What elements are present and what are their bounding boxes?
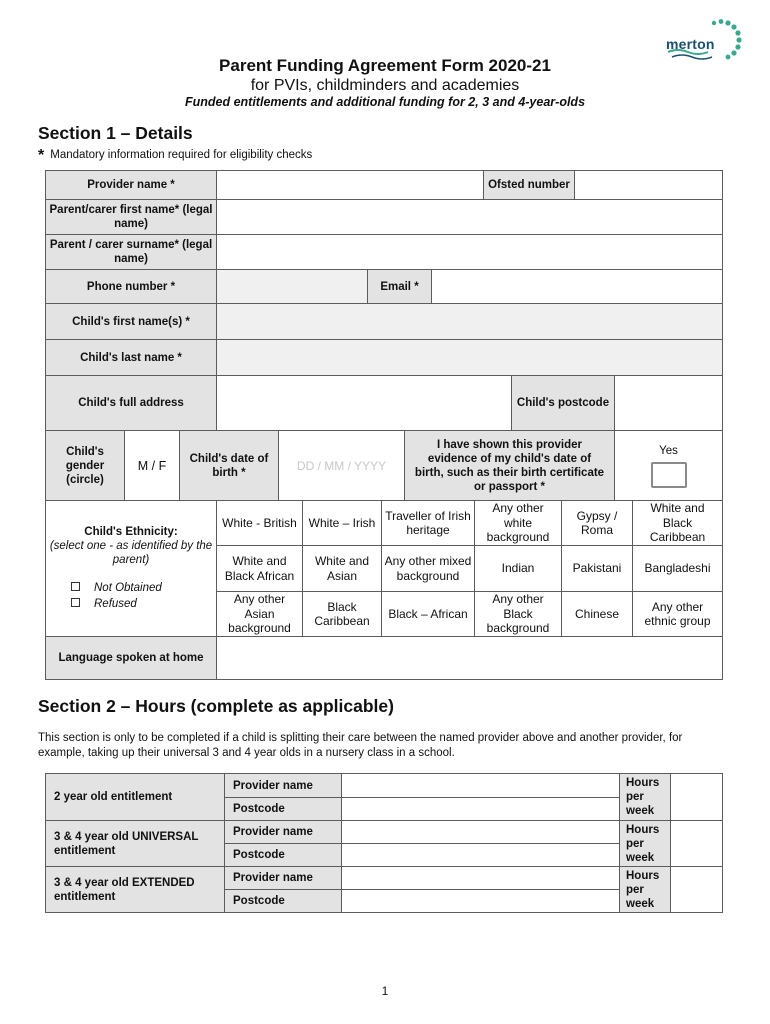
provider-name-input[interactable] (216, 170, 484, 200)
ethnicity-option[interactable]: Pakistani (561, 545, 633, 592)
ethnicity-option[interactable]: Any other ethnic group (632, 591, 723, 637)
ethnicity-option[interactable]: Traveller of Irish heritage (381, 500, 475, 546)
hours-per-week-label: Hours per week (619, 866, 671, 913)
ethnicity-hint: (select one - as identified by the parent) (49, 540, 213, 566)
ethnicity-title: Child's Ethnicity: (84, 526, 178, 538)
ethnicity-option[interactable]: White - British (216, 500, 303, 546)
parent-surname-label: Parent / carer surname* (legal name) (45, 234, 217, 270)
child-gender-label: Child's gender (circle) (45, 430, 125, 501)
postcode-label: Postcode (224, 843, 342, 867)
logo-text: merton (666, 36, 715, 52)
postcode-label: Postcode (224, 889, 342, 913)
hours-per-week-input[interactable] (670, 866, 723, 913)
ethnicity-option[interactable]: Any other white background (474, 500, 562, 546)
ethnicity-option[interactable]: Bangladeshi (632, 545, 723, 592)
parent-surname-input[interactable] (216, 234, 723, 270)
postcode-input[interactable] (341, 843, 620, 867)
mandatory-text: Mandatory information required for eligibility checks (50, 149, 313, 161)
entitlement-label: 2 year old entitlement (45, 773, 225, 821)
postcode-input[interactable] (341, 797, 620, 821)
ethnicity-option[interactable]: Gypsy / Roma (561, 500, 633, 546)
ethnicity-option[interactable]: Any other Black background (474, 591, 562, 637)
provider-name-label: Provider name (224, 866, 342, 890)
form-subtitle: for PVIs, childminders and academies (250, 77, 520, 94)
ethnicity-option[interactable]: Black Caribbean (302, 591, 382, 637)
evidence-yes-cell (614, 430, 723, 501)
postcode-input[interactable] (341, 889, 620, 913)
child-address-input[interactable] (216, 375, 512, 431)
child-address-label: Child's full address (45, 375, 217, 431)
ethnicity-option[interactable]: Indian (474, 545, 562, 592)
phone-number-label: Phone number * (45, 269, 217, 304)
provider-name-input[interactable] (341, 773, 620, 798)
refused-option[interactable] (71, 597, 191, 611)
section2-intro: This section is only to be completed if a child is splitting their care between the named provider above and another provider, for example, taking up their universal 3 and 4 year olds in a nursery class in a school. (38, 732, 683, 759)
mandatory-note (38, 147, 312, 165)
ethnicity-label-box (45, 500, 217, 637)
provider-name-input[interactable] (341, 820, 620, 844)
child-last-name-label: Child's last name * (45, 339, 217, 376)
gender-options[interactable]: M / F (124, 430, 180, 501)
evidence-statement: I have shown this provider evidence of my child's date of birth, such as their birth certificate or passport * (404, 430, 615, 501)
ethnicity-option[interactable]: White and Asian (302, 545, 382, 592)
hours-per-week-input[interactable] (670, 820, 723, 867)
email-input[interactable] (431, 269, 723, 304)
ethnicity-option[interactable]: Any other Asian background (216, 591, 303, 637)
email-label: Email * (367, 269, 432, 304)
child-first-name-input[interactable] (216, 303, 723, 340)
provider-name-label: Provider name (224, 773, 342, 798)
not-obtained-checkbox[interactable] (71, 582, 80, 591)
ethnicity-option[interactable]: Chinese (561, 591, 633, 637)
hours-per-week-label: Hours per week (619, 820, 671, 867)
child-postcode-label: Child's postcode (511, 375, 615, 431)
mandatory-star: * (38, 147, 45, 164)
form-title: Parent Funding Agreement Form 2020-21 (219, 56, 551, 75)
refused-label: Refused (94, 598, 137, 610)
language-input[interactable] (216, 636, 723, 680)
entitlement-label: 3 & 4 year old EXTENDED entitlement (45, 866, 225, 913)
ethnicity-option[interactable]: White – Irish (302, 500, 382, 546)
refused-checkbox[interactable] (71, 598, 80, 607)
hours-per-week-label: Hours per week (619, 773, 671, 821)
parent-first-name-input[interactable] (216, 199, 723, 235)
child-last-name-input[interactable] (216, 339, 723, 376)
yes-label: Yes (659, 444, 678, 457)
not-obtained-label: Not Obtained (94, 582, 162, 594)
ethnicity-option[interactable]: White and Black Caribbean (632, 500, 723, 546)
dob-input[interactable]: DD / MM / YYYY (278, 430, 405, 501)
child-postcode-input[interactable] (614, 375, 723, 431)
page-number: 1 (381, 984, 389, 998)
ethnicity-option[interactable]: Any other mixed background (381, 545, 475, 592)
postcode-label: Postcode (224, 797, 342, 821)
language-label: Language spoken at home (45, 636, 217, 680)
hours-per-week-input[interactable] (670, 773, 723, 821)
phone-number-input[interactable] (216, 269, 368, 304)
ofsted-number-input[interactable] (574, 170, 723, 200)
ethnicity-option[interactable]: Black – African (381, 591, 475, 637)
parent-first-name-label: Parent/carer first name* (legal name) (45, 199, 217, 235)
ofsted-number-label: Ofsted number (483, 170, 575, 200)
child-first-name-label: Child's first name(s) * (45, 303, 217, 340)
child-dob-label: Child's date of birth * (179, 430, 279, 501)
ethnicity-option[interactable]: White and Black African (216, 545, 303, 592)
section1-title: Section 1 – Details (38, 123, 193, 143)
provider-name-input[interactable] (341, 866, 620, 890)
not-obtained-option[interactable] (71, 581, 191, 595)
evidence-yes-checkbox[interactable] (651, 462, 687, 488)
form-subtitle-italic: Funded entitlements and additional funding for 2, 3 and 4-year-olds (184, 95, 586, 109)
provider-name-label: Provider name (224, 820, 342, 844)
section2-title: Section 2 – Hours (complete as applicable) (38, 696, 394, 716)
provider-name-label: Provider name * (45, 170, 217, 200)
entitlement-label: 3 & 4 year old UNIVERSAL entitlement (45, 820, 225, 867)
